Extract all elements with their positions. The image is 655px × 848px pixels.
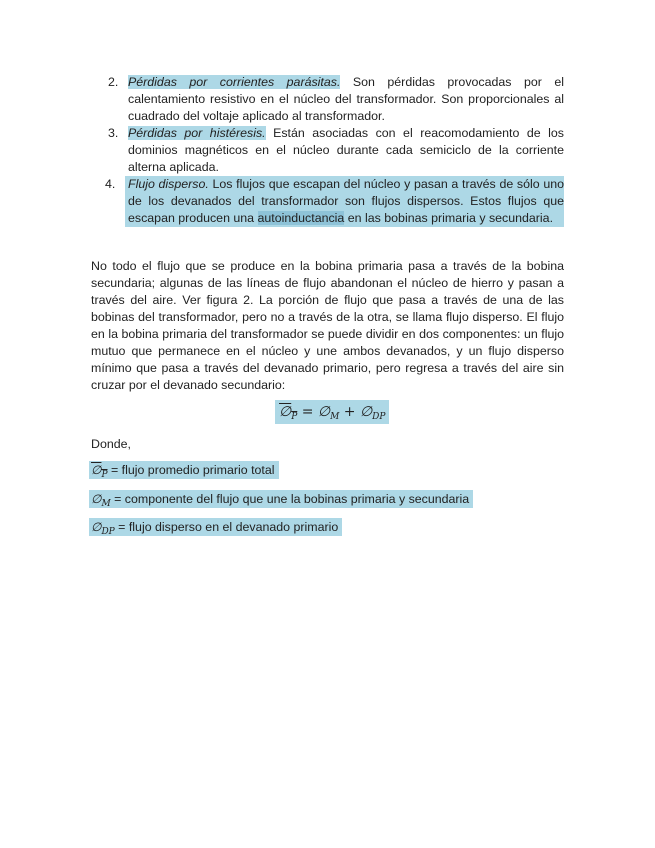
list-number: 3. [108,126,119,140]
list-item [108,125,564,176]
list-number: 2. [108,75,119,89]
phi-dp-symbol: $\emptyset_{DP}$ [91,520,115,537]
highlighted-word: autoinductancia [257,211,345,225]
definition-phi-m [89,490,473,508]
phi-m-symbol: $\emptyset_M$ [317,404,340,422]
phi-m-symbol: $\emptyset_M$ [91,492,111,509]
equals-sign: = [297,404,318,420]
list-text: Son pérdidas provocadas por el calentamiento resistivo en el núcleo del transformador. Son proporcionales al cuadrado del voltaje aplicado al transformador. [128,75,564,123]
definition-text: = flujo promedio primario total [107,463,275,477]
list-text: en las bobinas primaria y secundaria. [344,211,554,225]
list-item-highlighted [105,176,565,227]
phi-dp-symbol: $\emptyset_{DP}$ [359,404,386,422]
body-paragraph: No todo el flujo que se produce en la bobina primaria pasa a través de la bobina secundaria; algunas de las líneas de flujo abandonan el núcleo de hierro y pasan a través del aire. Ver figura 2. La porción de flujo que pasa a través de una de las bobinas del transformador, pero no a través de la otra, se llama flujo disperso. El flujo en la bobina primaria del transformador se puede dividir en dos componentes: un flujo mutuo que permanece en el núcleo y une ambos devanados, y un flujo disperso mínimo que pasa a través del devanado primario, pero regresa a través del aire sin cruzar por el devanado secundario: [91,259,564,392]
phi-p-bar-symbol: $\emptyset_P$ [91,463,108,480]
definition-phi-p [89,461,279,479]
list-item [108,74,564,125]
donde-label: Donde, [91,437,131,451]
list-term: Pérdidas por corrientes parásitas. [128,75,341,89]
definition-text: = componente del flujo que une la bobinas primaria y secundaria [110,492,470,506]
definition-phi-dp [89,518,342,536]
list-text: Los flujos que escapan del núcleo y pasan a través de sólo uno de los devanados del transformador son flujos dispersos. Estos flujos que escapan producen una [128,177,565,225]
phi-p-bar-symbol: $\emptyset_P$ [279,404,298,422]
list-term: Flujo disperso. [128,177,209,191]
list-term: Pérdidas por histéresis. [128,126,266,140]
losses-list [105,74,565,227]
definition-text: = flujo disperso en el devanado primario [114,520,339,534]
plus-sign: + [339,404,360,420]
flux-equation [275,400,389,424]
list-number: 4. [105,177,116,191]
list-text: Están asociadas con el reacomodamiento de los dominios magnéticos en el núcleo durante cada semiciclo de la corriente alterna aplicada. [128,126,564,174]
